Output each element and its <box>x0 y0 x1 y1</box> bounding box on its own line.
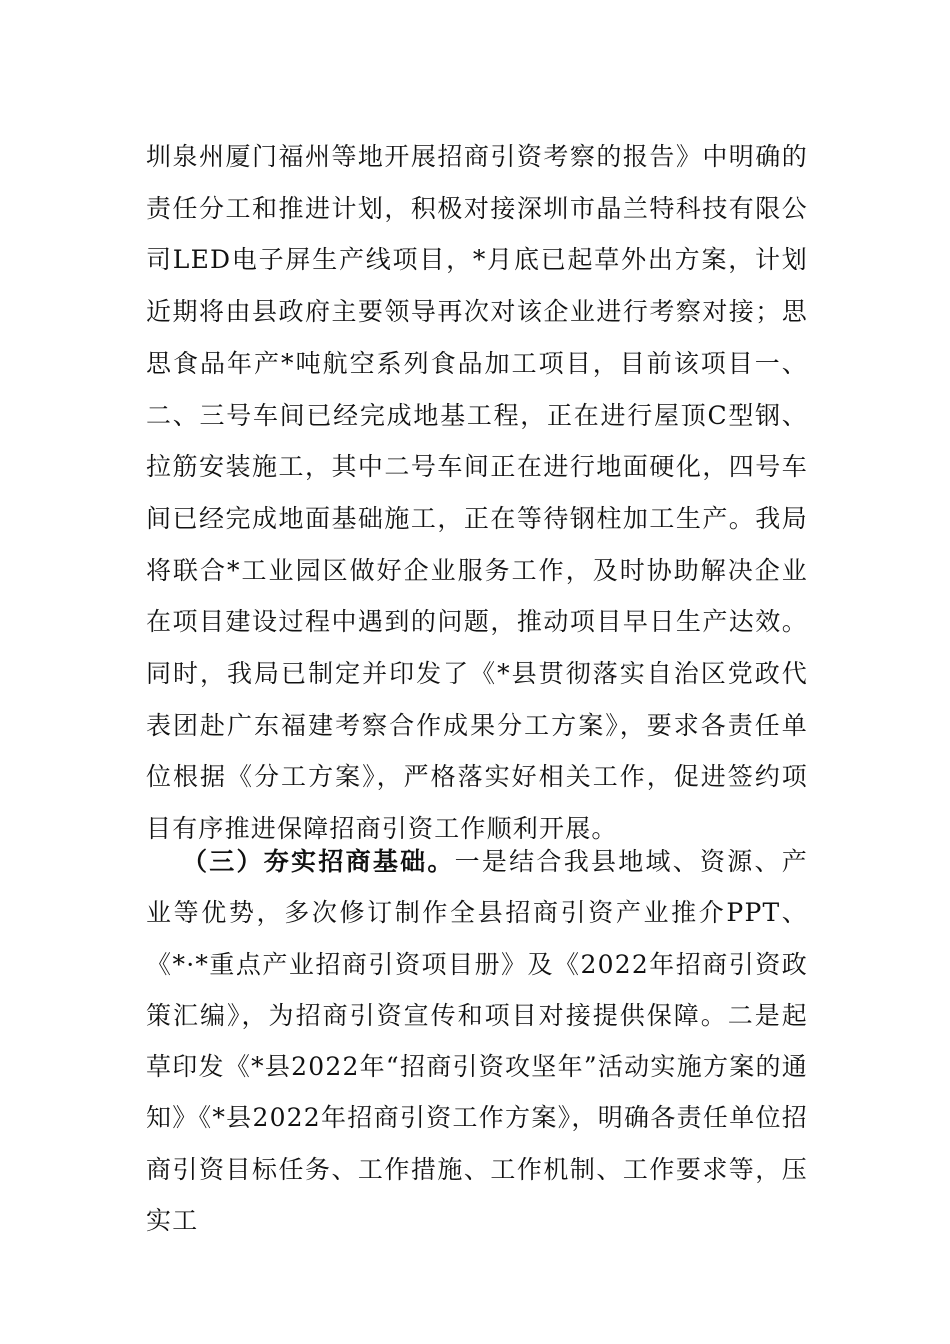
paragraph-1: 圳泉州厦门福州等地开展招商引资考察的报告》中明确的责任分工和推进计划，积极对接深圳市晶兰特科技有限公司LED电子屏生产线项目，*月底已起草外出方案，计划近期将由县政府主要领导再次对该企业进行考察对接；思思食品年产*吨航空系列食品加工项目，目前该项目一、二、三号车间已经完成地基工程，正在进行屋顶C型钢、拉筋安装施工，其中二号车间正在进行地面硬化，四号车间已经完成地面基础施工，正在等待钢柱加工生产。我局将联合*工业园区做好企业服务工作，及时协助解决企业在项目建设过程中遇到的问题，推动项目早日生产达效。同时，我局已制定并印发了《*县贯彻落实自治区党政代表团赴广东福建考察合作成果分工方案》，要求各责任单位根据《分工方案》，严格落实好相关工作，促进签约项目有序推进保障招商引资工作顺利开展。 <box>146 142 808 844</box>
paragraph-2-body: 一是结合我县地域、资源、产业等优势，多次修订制作全县招商引资产业推介PPT、《*·*重点产业招商引资项目册》及《2022年招商引资政策汇编》，为招商引资宣传和项目对接提供保障。二是起草印发《*县2022年“招商引资攻坚年”活动实施方案的通知》《*县2022年招商引资工作方案》，明确各责任单位招商引资目标任务、工作措施、工作机制、工作要求等，压实工 <box>146 847 808 1236</box>
section-heading: （三）夯实招商基础。 <box>182 847 455 876</box>
paragraph-2 <box>146 836 808 1246</box>
